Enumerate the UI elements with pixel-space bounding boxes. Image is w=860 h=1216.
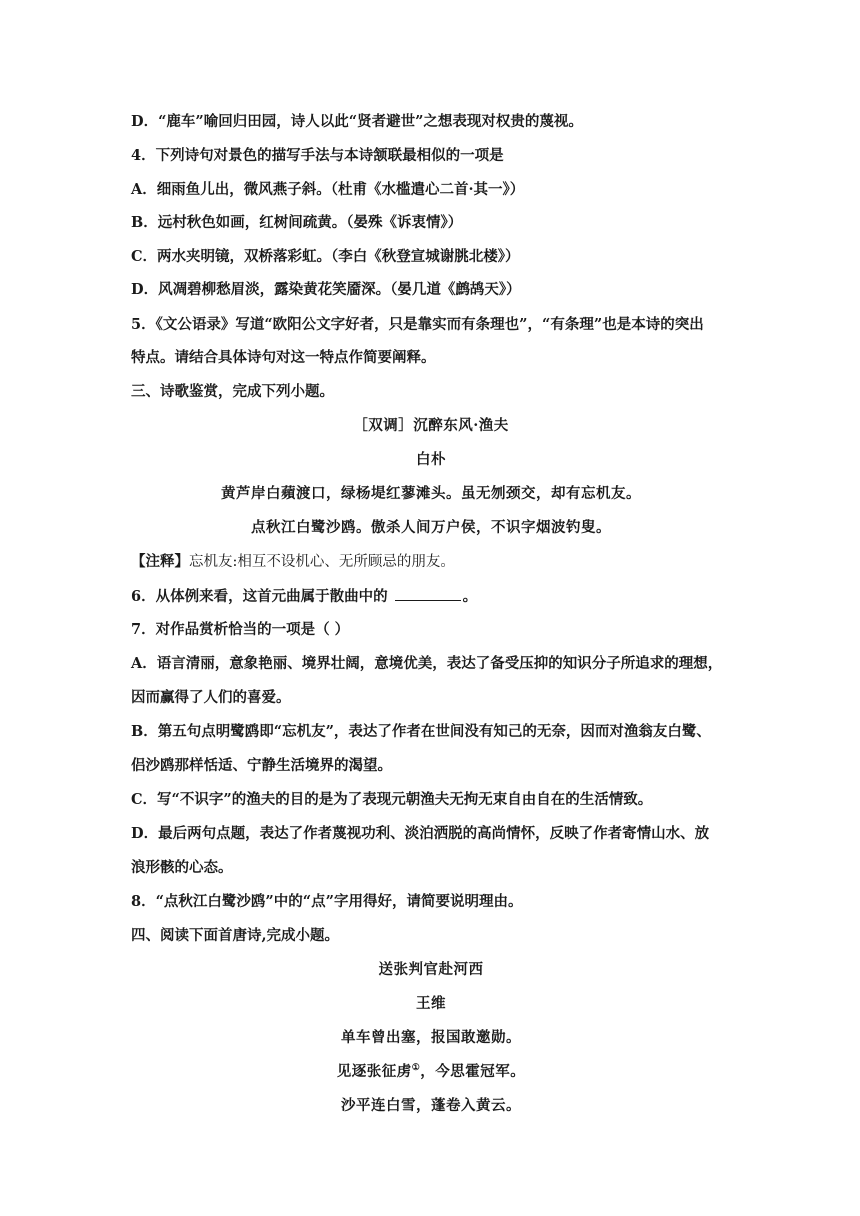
poem-verse-1: 黄芦岸白蘋渡口，绿杨堤红蓼滩头。虽无刎颈交，却有忘机友。: [221, 485, 641, 502]
q6-answer-blank[interactable]: [395, 586, 461, 601]
q8: 8．“点秋江白鹭沙鸥”中的“点”字用得好，请简要说明理由。: [131, 893, 523, 910]
q4-stem: 4．下列诗句对景色的描写手法与本诗颔联最相似的一项是: [131, 147, 504, 164]
poem2-verse-2: [131, 1062, 731, 1082]
q7-option-a-line-2: 因而赢得了人们的喜爱。: [131, 689, 291, 706]
q5-line-2: 特点。请结合具体诗句对这一特点作简要阐释。: [131, 349, 436, 366]
section-4-heading: 四、阅读下面首唐诗,完成小题。: [131, 927, 340, 944]
q3-option-d: D．“鹿车”喻回归田园，诗人以此“贤者避世”之想表现对权贵的蔑视。: [131, 113, 583, 130]
poem2-verse-2-end: ，今思霍冠军。: [420, 1063, 526, 1080]
poem2-title: 送张判官赴河西: [378, 961, 484, 978]
q5-line-1: 5．《文公语录》写道“欧阳公文字好者，只是靠实而有条理也”，“有条理”也是本诗的突出: [131, 316, 704, 333]
poem2-verse-3: 沙平连白雪，蓬卷入黄云。: [341, 1097, 521, 1114]
q7-option-a-line-1: A．语言清丽，意象艳丽、境界壮阔，意境优美，表达了备受压抑的知识分子所追求的理想，: [131, 655, 723, 672]
q4-option-d: D．风凋碧柳愁眉淡，露染黄花笑靥深。（晏几道《鹧鸪天》）: [131, 281, 521, 298]
poem2-verse-2-start: 见逐张征虏: [336, 1063, 412, 1080]
poem2-author: 王维: [416, 995, 446, 1012]
q7-option-c: C．写“不识字”的渔夫的目的是为了表现元朝渔夫无拘无束自由自在的生活情致。: [131, 791, 653, 808]
q6-end: 。: [462, 588, 478, 605]
annotation-text: 忘机友:相互不设机心、无所顾忌的朋友。: [189, 554, 455, 570]
q6: [131, 586, 731, 607]
q4-option-a: A．细雨鱼儿出，微风燕子斜。（杜甫《水槛遣心二首·其一》）: [131, 181, 525, 198]
poem-author: 白朴: [416, 451, 446, 468]
q7-option-b-line-1: B．第五句点明鹭鸥即“忘机友”，表达了作者在世间没有知己的无奈，因而对渔翁友白鹭、: [131, 723, 711, 740]
section-3-heading: 三、诗歌鉴赏，完成下列小题。: [131, 383, 334, 400]
annotation-label: 【注释】: [131, 553, 189, 570]
q7-option-d-line-1: D．最后两句点题，表达了作者蔑视功利、淡泊洒脱的高尚情怀，反映了作者寄情山水、放: [131, 825, 710, 842]
q4-option-c: C．两水夹明镜，双桥落彩虹。（李白《秋登宣城谢朓北楼》）: [131, 248, 520, 265]
annotation: [131, 552, 731, 572]
footnote-marker: ①: [411, 1063, 421, 1074]
poem-verse-2: 点秋江白鹭沙鸥。傲杀人间万户侯，不识字烟波钓叟。: [251, 519, 611, 536]
q7-stem: 7．对作品赏析恰当的一项是（ ）: [131, 621, 350, 638]
q7-option-d-line-2: 浪形骸的心态。: [131, 859, 233, 876]
q6-text: 6．从体例来看，这首元曲属于散曲中的: [131, 588, 388, 605]
poem2-verse-1: 单车曾出塞，报国敢邀勋。: [341, 1029, 521, 1046]
q7-option-b-line-2: 侣沙鸥那样恬适、宁静生活境界的渴望。: [131, 757, 392, 774]
q4-option-b: B．远村秋色如画，红树间疏黄。（晏殊《诉衷情》）: [131, 214, 463, 231]
poem-title: ［双调］沉醉东风·渔夫: [353, 417, 509, 434]
